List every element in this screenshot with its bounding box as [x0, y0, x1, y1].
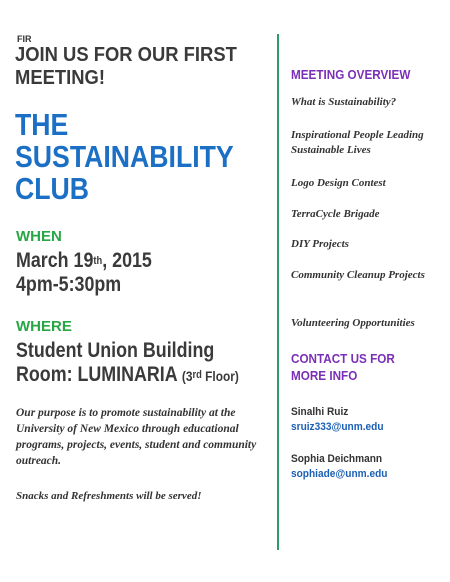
overview-item: Inspirational People Leading Sustainable Lives: [291, 129, 424, 156]
event-date: [16, 249, 152, 272]
overview-item: Volunteering Opportunities: [291, 317, 415, 329]
club-name: THE SUSTAINABILITY CLUB: [15, 107, 234, 206]
overview-item: Logo Design Contest: [291, 177, 386, 189]
event-time: 4pm-5:30pm: [16, 273, 122, 296]
room-name: Room: LUMINARIA: [16, 363, 177, 386]
overview-item: Community Cleanup Projects: [291, 269, 425, 281]
event-building: Student Union Building: [16, 339, 215, 362]
contact-title: CONTACT US FOR MORE INFO: [291, 351, 395, 383]
floor-ordinal: rd: [192, 369, 202, 381]
contact-email[interactable]: sophiade@unm.edu: [291, 468, 388, 480]
snacks-note: Snacks and Refreshments will be served!: [16, 490, 202, 502]
date-ordinal: th: [93, 255, 103, 267]
overview-item: What is Sustainability?: [291, 96, 397, 108]
vertical-divider: [277, 34, 279, 550]
headline: JOIN US FOR OUR FIRST MEETING!: [15, 44, 237, 89]
purpose-statement: Our purpose is to promote sustainability at the University of New Mexico through educational programs, projects, events, student and community outreach.: [16, 407, 257, 467]
when-label: WHEN: [16, 228, 62, 245]
overview-item: TerraCycle Brigade: [291, 208, 380, 220]
floor-close: Floor): [201, 368, 239, 384]
where-label: WHERE: [16, 318, 72, 335]
overview-title: MEETING OVERVIEW: [291, 67, 411, 82]
floor-open: (3: [181, 368, 193, 384]
contact-name: Sinalhi Ruiz: [291, 406, 349, 418]
date-suffix: , 2015: [102, 249, 152, 272]
contact-name: Sophia Deichmann: [291, 453, 383, 465]
date-prefix: March 19: [16, 249, 94, 272]
floor-info: [182, 368, 239, 384]
fir-tag: FIR: [17, 34, 32, 44]
event-room: [16, 363, 239, 388]
contact-email[interactable]: sruiz333@unm.edu: [291, 421, 384, 433]
overview-item: DIY Projects: [291, 238, 349, 250]
